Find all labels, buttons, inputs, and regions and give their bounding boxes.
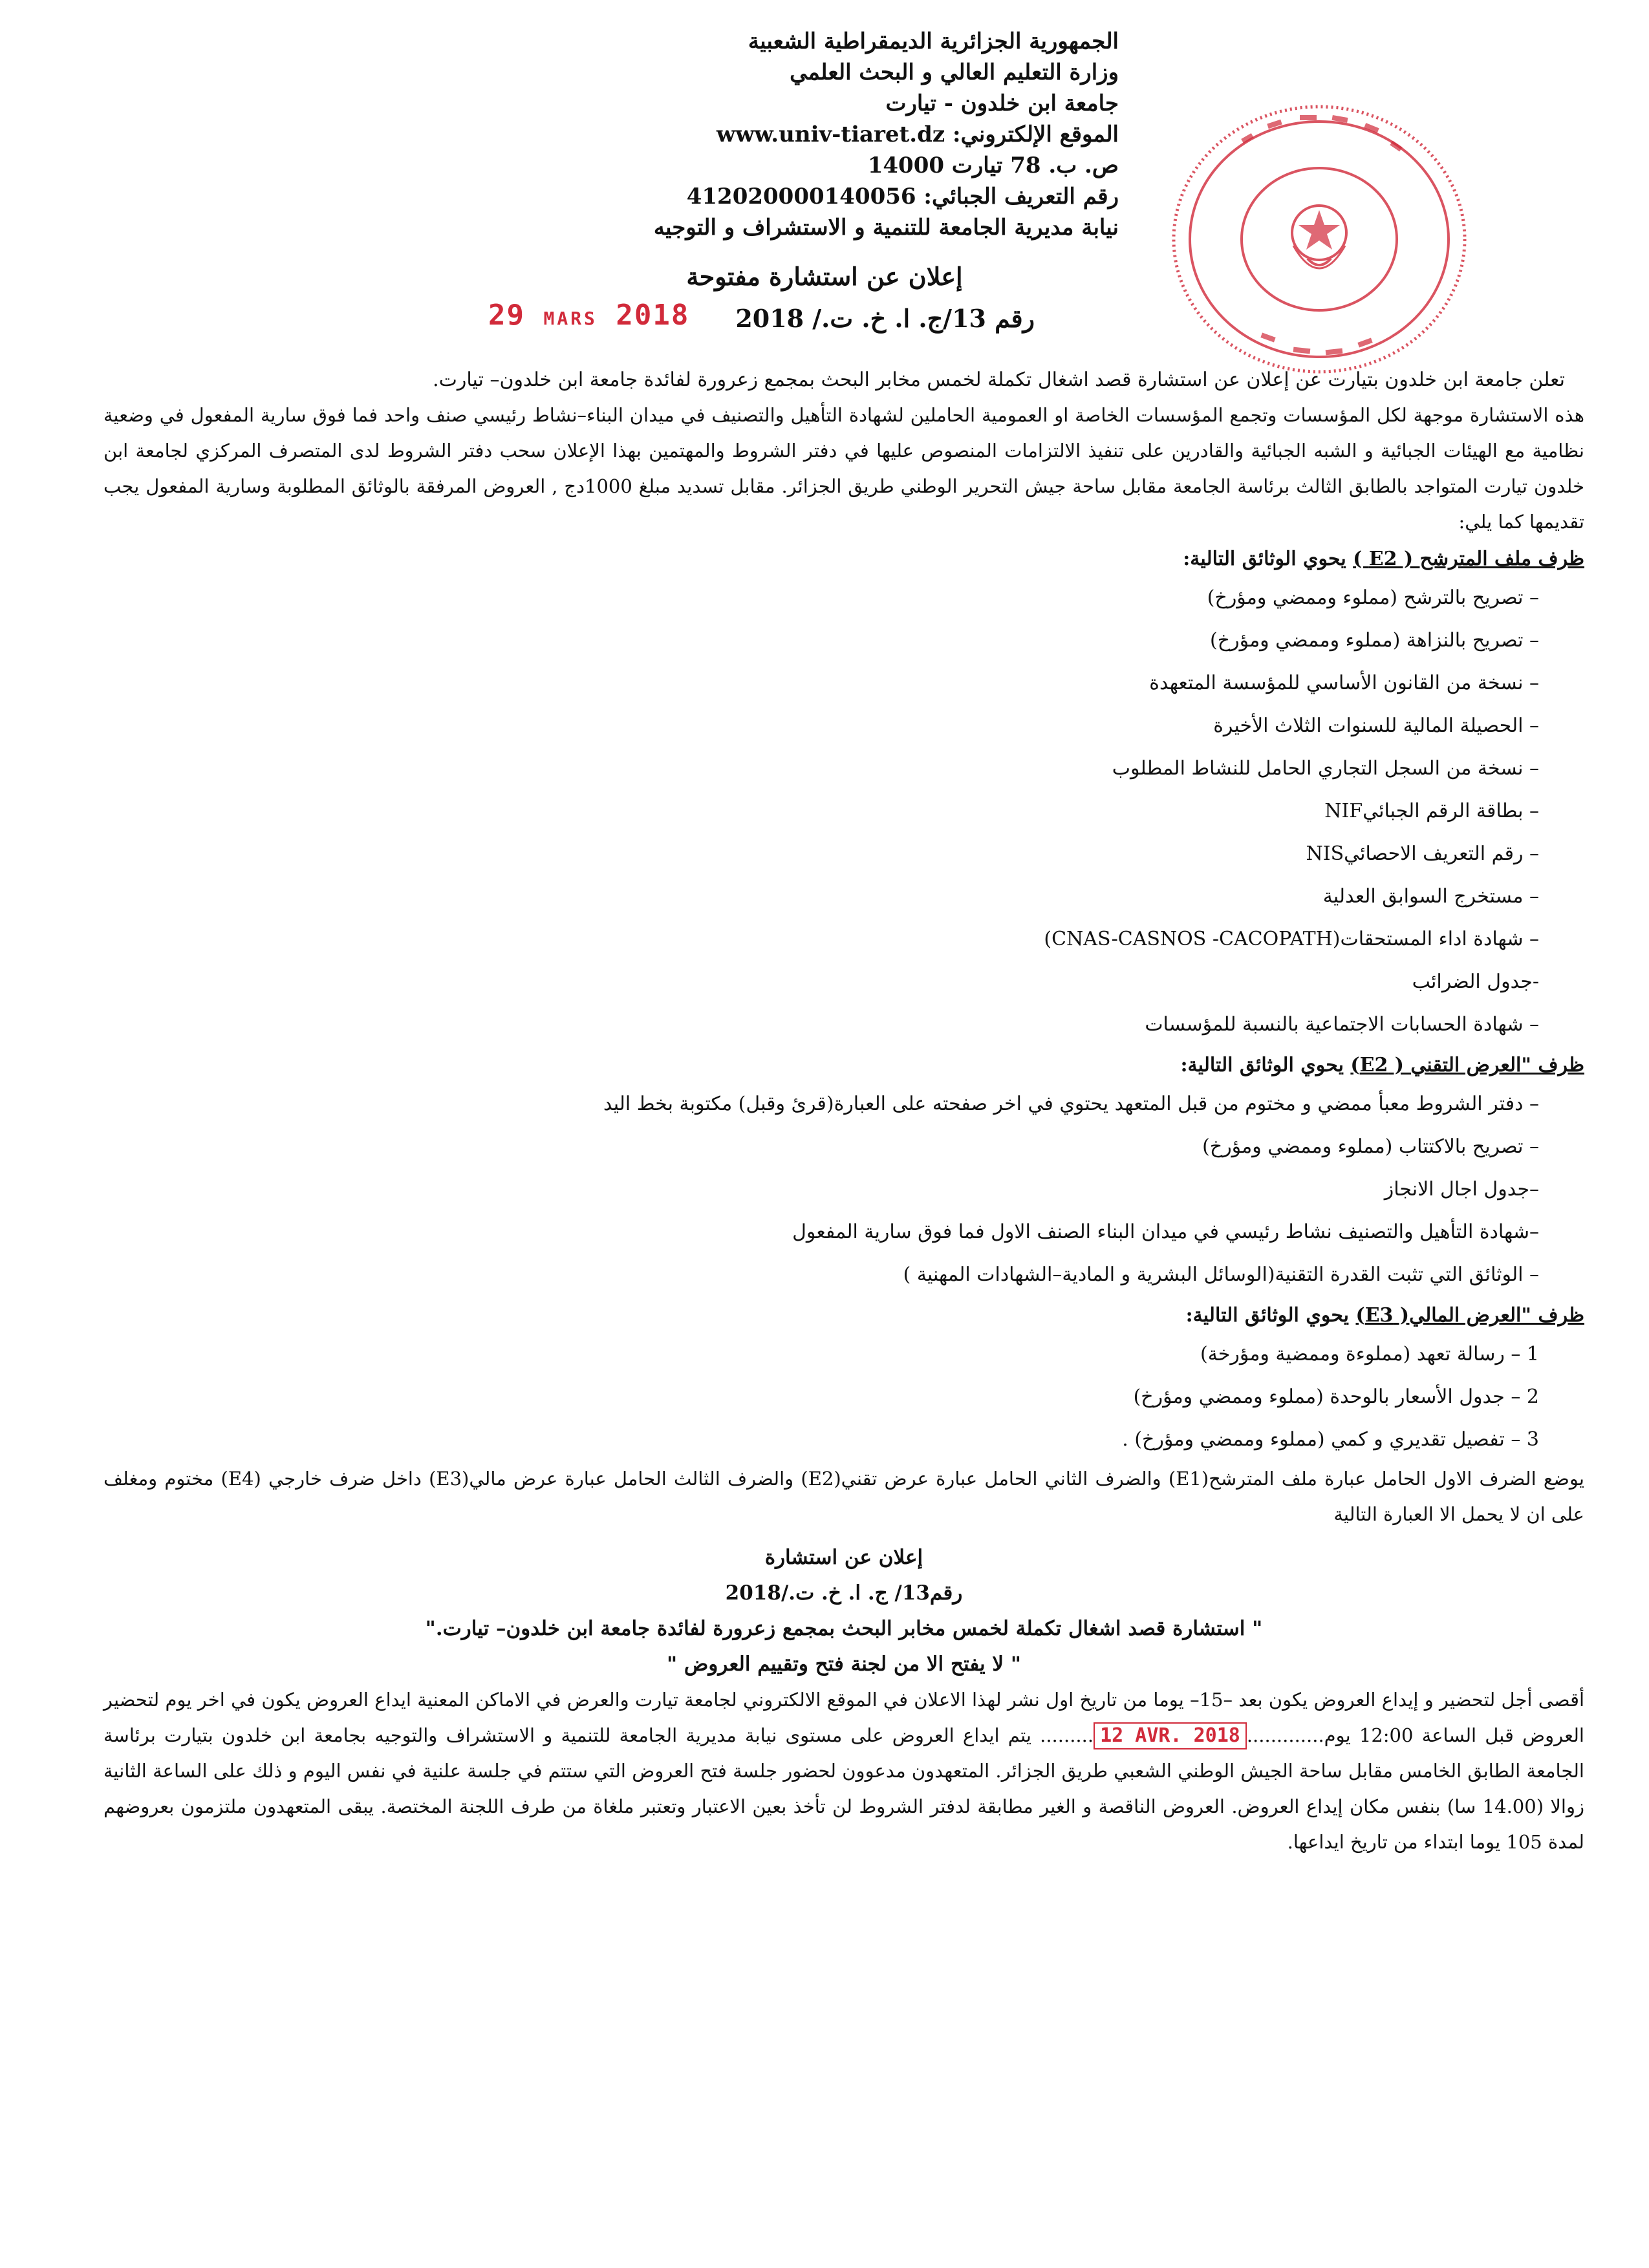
list-item: -جدول الضرائب [1412, 970, 1539, 993]
announcement-title: إعلان عن استشارة مفتوحة [686, 262, 963, 291]
deadline-date-stamp: 12 AVR. 2018 [1094, 1722, 1247, 1749]
intro-paragraph: هذه الاستشارة موجهة لكل المؤسسات وتجمع المؤسسات الخاصة او العمومية الحاملين لشهادة التأهيل والتصنيف في ميدان البناء–نشاط رئيسي صنف واحد فما فوق سارية المفعول في وضعية نظامية مع الهيئات الجبائية و الشبه الجبائية والقادرين على تنفيذ الالتزامات المنصوص عليها في دفتر الشروط والمهتمين بهذا الإعلان سحب دفتر الشروط لدى المتصرف المركزي لجامعة ابن خلدون تيارت المتواجد بالطابق الثالث برئاسة الجامعة مقابل ساحة جيش التحرير الوطني طريق الجزائر. مقابل تسديد مبلغ 1000دج , العروض المرفقة بالوثائق المطلوبة وسارية المفعول يجب تقديمها كما يلي: [103, 404, 1584, 533]
envelope2-heading [103, 1047, 1584, 1083]
list-item: – بطاقة الرقم الجبائيNIF [1324, 800, 1539, 822]
header-line: نيابة مديرية الجامعة للتنمية و الاستشراف و التوجيه [653, 215, 1119, 241]
announcement-body [103, 362, 1584, 1860]
list-item: – مستخرج السوابق العدلية [1322, 885, 1539, 908]
date-stamp [488, 299, 689, 332]
list-item: – نسخة من السجل التجاري الحامل للنشاط المطلوب [1112, 757, 1539, 780]
header-line: الجمهورية الجزائرية الديمقراطية الشعبية [748, 28, 1119, 54]
closing-part2: ......... يتم ايداع العروض على مستوى نيابة مديرية الجامعة للتنمية و الاستشراف والتوجيه بجامعة ابن خلدون بتيارت برئاسة الجامعة الطابق الخامس مقابل ساحة الجيش الوطني الشعبي طريق الجزائر. المتعهدون مدعوون لحضور جلسة فتح العروض التي ستتم في جلسة علنية في نفس اليوم و ذلك على الساعة الثانية زوالا (14.00 سا) بنفس مكان إيداع العروض. العروض الناقصة و الغير مطابقة لدفتر الشروط لن تأخذ بعين الاعتبار وتعتبر ملغاة من طرف اللجنة المختصة. يبقى المتعهدون ملتزمون بعروضهم لمدة 105 يوما ابتداء من تاريخ ايداعها. [103, 1724, 1584, 1853]
placement-paragraph: يوضع الضرف الاول الحامل عبارة ملف المترشح(E1) والضرف الثاني الحامل عبارة عرض تقني(E2) والضرف الثالث الحامل عبارة عرض مالي(E3) داخل ضرف خارجي (E4) مختوم ومغلف على ان لا يحمل الا العبارة التالية [103, 1468, 1584, 1525]
header-line: جامعة ابن خلدون - تيارت [885, 91, 1119, 116]
envelope1-heading-label: ظرف ملف المترشح ( E2 ) [1353, 548, 1584, 570]
announcement-reference: رقم 13/ج. ا. خ. ت./ 2018 [735, 304, 1035, 333]
closing-paragraph [103, 1682, 1584, 1860]
envelope-label-line: " استشارة قصد اشغال تكملة لخمس مخابر البحث بمجمع زعرورة لفائدة جامعة ابن خلدون– تيارت." [425, 1617, 1263, 1640]
list-item: –شهادة التأهيل والتصنيف نشاط رئيسي في ميدان البناء الصنف الاول فما فوق سارية المفعول [792, 1221, 1539, 1243]
list-item: – شهادة الحسابات الاجتماعية بالنسبة للمؤسسات [1145, 1013, 1539, 1036]
date-stamp-year: 2018 [616, 299, 690, 332]
envelope-label-line: رقم13/ ج. ا. خ. ت./2018 [725, 1581, 963, 1605]
header-line: رقم التعريف الجبائي: 412020000140056 [686, 184, 1119, 209]
envelope3-heading-label: ظرف "العرض المالي( E3) [1355, 1304, 1584, 1327]
letterhead [472, 26, 1119, 243]
intro-paragraph: تعلن جامعة ابن خلدون بتيارت عن إعلان عن استشارة قصد اشغال تكملة لخمس مخابر البحث بمجمع زعرورة لفائدة جامعة ابن خلدون– تيارت. [433, 369, 1565, 391]
envelope2-heading-label: ظرف "العرض التقني ( E2) [1350, 1054, 1584, 1076]
closing-part1: أقصى أجل لتحضير و إيداع العروض يكون بعد –15– يوما من تاريخ اول نشر لهذا الاعلان في الموقع الالكتروني لجامعة تيارت والعرض في الاماكن المعنية ايداع العروض يكون في اخر يوم لتحضير العروض قبل الساعة 12:00 يوم............. [103, 1689, 1585, 1746]
envelope-label-line: " لا يفتح الا من لجنة فتح وتقييم العروض " [666, 1653, 1022, 1676]
header-line: وزارة التعليم العالي و البحث العلمي [790, 59, 1119, 85]
envelope3-heading [103, 1298, 1584, 1333]
date-stamp-day: 29 [488, 299, 525, 332]
envelope1-heading-rest: يحوي الوثائق التالية: [1183, 548, 1353, 570]
list-item: – الحصيلة المالية للسنوات الثلاث الأخيرة [1213, 714, 1539, 737]
list-item: – نسخة من القانون الأساسي للمؤسسة المتعهدة [1149, 672, 1539, 694]
envelope1-heading [103, 541, 1584, 577]
list-item: 3 – تفصيل تقديري و كمي (مملوء وممضي ومؤرخ) . [1122, 1428, 1539, 1451]
list-item: 2 – جدول الأسعار بالوحدة (مملوء وممضي ومؤرخ) [1133, 1385, 1539, 1408]
list-item: – شهادة اداء المستحقات(CNAS-CASNOS -CACOPATH) [1044, 928, 1539, 950]
list-item: – رقم التعريف الاحصائيNIS [1306, 842, 1539, 865]
list-item: – دفتر الشروط معبأ ممضي و مختوم من قبل المتعهد يحتوي في اخر صفحته على العبارة(قرئ وقبل) مكتوبة بخط اليد [603, 1093, 1539, 1115]
list-item: –جدول اجال الانجاز [1384, 1178, 1539, 1201]
list-item: – تصريح بالترشح (مملوء وممضي ومؤرخ) [1207, 586, 1539, 609]
list-item: – تصريح بالنزاهة (مملوء وممضي ومؤرخ) [1210, 629, 1539, 652]
envelope2-heading-rest: يحوي الوثائق التالية: [1180, 1054, 1351, 1076]
list-item: – تصريح بالاكتتاب (مملوء وممضي ومؤرخ) [1202, 1135, 1539, 1158]
header-line: الموقع الإلكتروني: www.univ-tiaret.dz [716, 122, 1119, 147]
list-item: 1 – رسالة تعهد (مملوءة وممضية ومؤرخة) [1200, 1343, 1539, 1365]
date-stamp-month: MARS [543, 308, 598, 329]
header-line: ص. ب. 78 تيارت 14000 [867, 153, 1119, 178]
university-seal-icon [1164, 97, 1474, 381]
list-item: – الوثائق التي تثبت القدرة التقنية(الوسائل البشرية و المادية–الشهادات المهنية ) [903, 1263, 1539, 1286]
envelope3-heading-rest: يحوي الوثائق التالية: [1185, 1304, 1356, 1327]
envelope-label-line: إعلان عن استشارة [764, 1546, 923, 1569]
